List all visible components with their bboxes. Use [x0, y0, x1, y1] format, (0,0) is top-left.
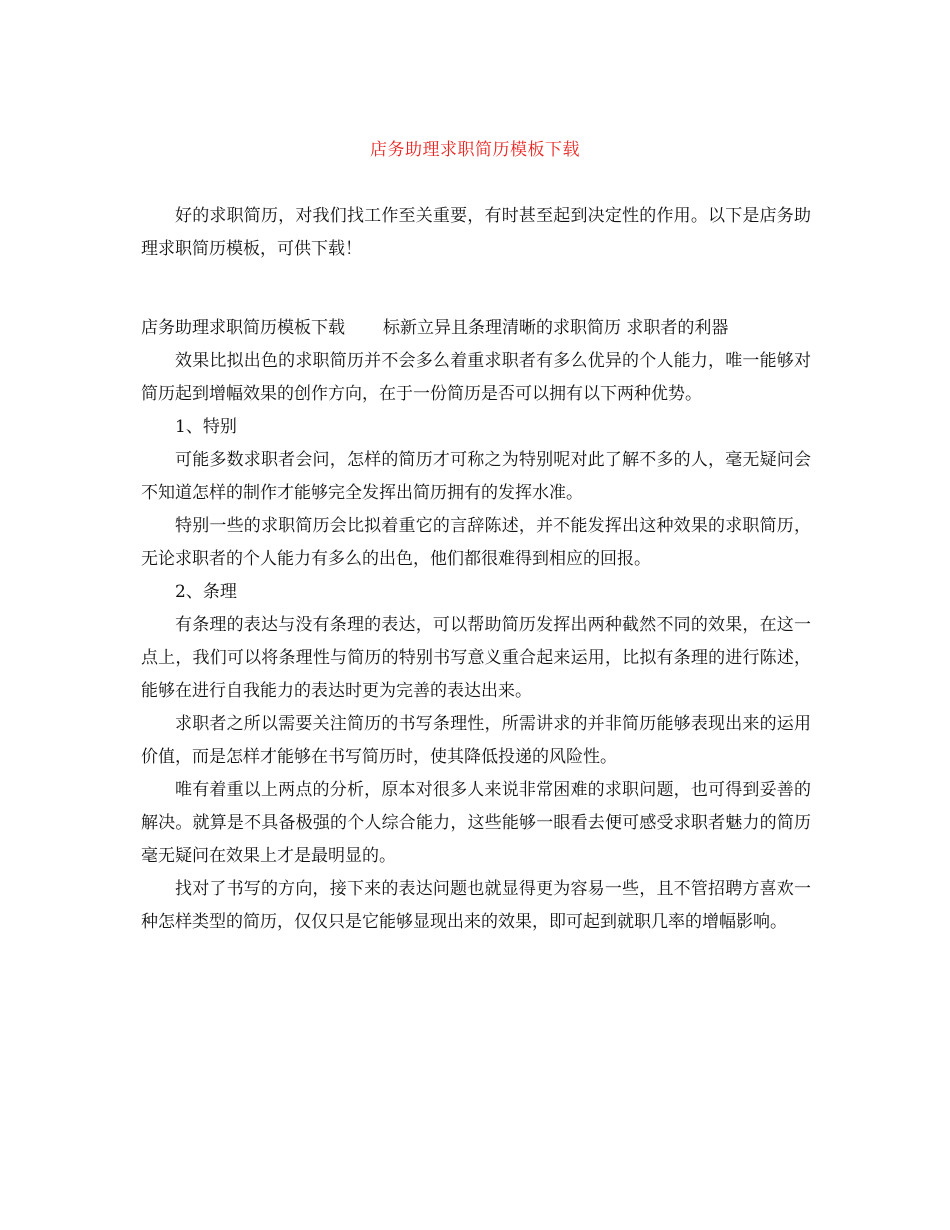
section-heading	[141, 312, 811, 345]
paragraph-7: 找对了书写的方向，接下来的表达问题也就显得更为容易一些，且不管招聘方喜欢一种怎样类型的简历，仅仅只是它能够显现出来的效果，即可起到就职几率的增幅影响。	[141, 879, 811, 932]
paragraph-1: 效果比拟出色的求职简历并不会多么着重求职者有多么优异的个人能力，唯一能够对简历起到增幅效果的创作方向，在于一份简历是否可以拥有以下两种优势。	[141, 351, 811, 404]
paragraph-2: 可能多数求职者会问，怎样的简历才可称之为特别呢对此了解不多的人，毫无疑问会不知道怎样的制作才能够完全发挥出简历拥有的发挥水准。	[141, 450, 811, 503]
document-title: 店务助理求职简历模板下载	[370, 140, 580, 160]
intro-block	[141, 200, 811, 266]
subheading-structure: 2、条理	[175, 582, 237, 602]
paragraph-6: 唯有着重以上两点的分析，原本对很多人来说非常困难的求职问题，也可得到妥善的解决。就算是不具备极强的个人综合能力，这些能够一眼看去便可感受求职者魅力的简历毫无疑问在效果上才是最明显的。	[141, 780, 811, 866]
intro-paragraph: 好的求职简历，对我们找工作至关重要，有时甚至起到决定性的作用。以下是店务助理求职简历模板，可供下载！	[141, 206, 811, 259]
section-heading-left: 店务助理求职简历模板下载	[141, 318, 345, 338]
paragraph-5: 求职者之所以需要关注简历的书写条理性，所需讲求的并非简历能够表现出来的运用价值，而是怎样才能够在书写简历时，使其降低投递的风险性。	[141, 714, 811, 767]
subheading-special: 1、特别	[175, 417, 237, 437]
paragraph-4: 有条理的表达与没有条理的表达，可以帮助简历发挥出两种截然不同的效果，在这一点上，我们可以将条理性与简历的特别书写意义重合起来运用，比拟有条理的进行陈述，能够在进行自我能力的表达时更为完善的表达出来。	[141, 615, 811, 701]
paragraph-3: 特别一些的求职简历会比拟着重它的言辞陈述，并不能发挥出这种效果的求职简历，无论求职者的个人能力有多么的出色，他们都很难得到相应的回报。	[141, 516, 811, 569]
section-heading-right: 标新立异且条理清晰的求职简历 求职者的利器	[383, 318, 729, 338]
main-content	[141, 312, 811, 939]
